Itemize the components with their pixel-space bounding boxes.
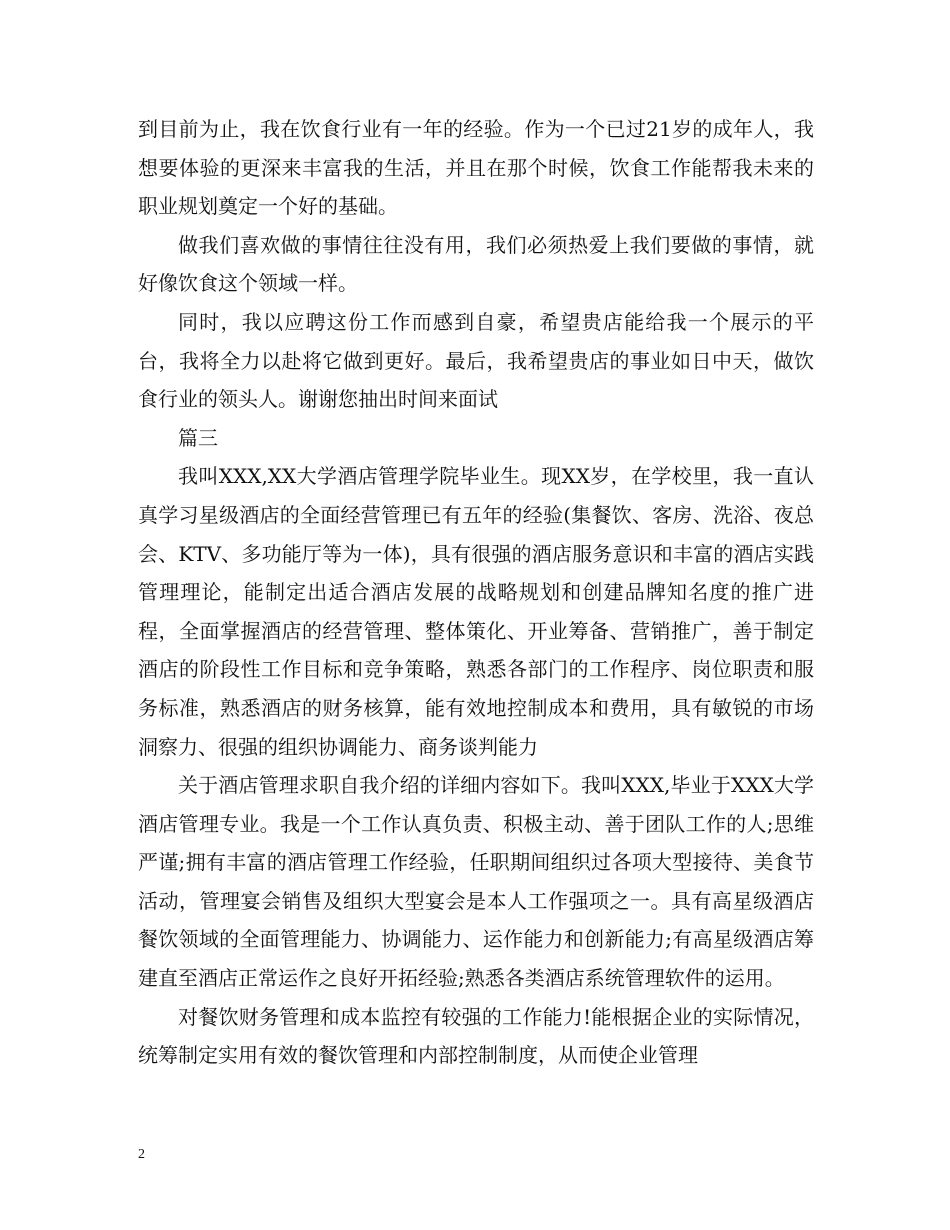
- paragraph-5: 关于酒店管理求职自我介绍的详细内容如下。我叫XXX,毕业于XXX大学酒店管理专业。我是一个工作认真负责、积极主动、善于团队工作的人;思维严谨;拥有丰富的酒店管理工作经验，任职期间组织过各项大型接待、美食节活动，管理宴会销售及组织大型宴会是本人工作强项之一。具有高星级酒店餐饮领域的全面管理能力、协调能力、运作能力和创新能力;有高星级酒店筹建直至酒店正常运作之良好开拓经验;熟悉各类酒店系统管理软件的运用。: [138, 773, 814, 991]
- paragraph-1: 到目前为止，我在饮食行业有一年的经验。作为一个已过21岁的成年人，我想要体验的更深来丰富我的生活，并且在那个时候，饮食工作能帮我未来的职业规划奠定一个好的基础。: [138, 117, 814, 219]
- page-number: 2: [138, 1147, 145, 1162]
- document-body: [138, 110, 814, 1075]
- paragraph-4: 我叫XXX,XX大学酒店管理学院毕业生。现XX岁，在学校里，我一直认真学习星级酒店的全面经营管理已有五年的经验(集餐饮、客房、洗浴、夜总会、KTV、多功能厅等为一体)，具有很强的酒店服务意识和丰富的酒店实践管理理论，能制定出适合酒店发展的战略规划和创建品牌知名度的推广进程，全面掌握酒店的经营管理、整体策化、开业筹备、营销推广，善于制定酒店的阶段性工作目标和竞争策略，熟悉各部门的工作程序、岗位职责和服务标准，熟悉酒店的财务核算，能有效地控制成本和费用，具有敏锐的市场洞察力、很强的组织协调能力、商务谈判能力: [138, 464, 814, 759]
- paragraph-6: 对餐饮财务管理和成本监控有较强的工作能力!能根据企业的实际情况，统筹制定实用有效的餐饮管理和内部控制制度，从而使企业管理: [138, 1004, 814, 1068]
- paragraph-3: 同时，我以应聘这份工作而感到自豪，希望贵店能给我一个展示的平台，我将全力以赴将它做到更好。最后，我希望贵店的事业如日中天，做饮食行业的领头人。谢谢您抽出时间来面试: [138, 309, 814, 412]
- section-heading: 篇三: [178, 425, 218, 450]
- paragraph-2: 做我们喜欢做的事情往往没有用，我们必须热爱上我们要做的事情，就好像饮食这个领域一样。: [138, 232, 814, 296]
